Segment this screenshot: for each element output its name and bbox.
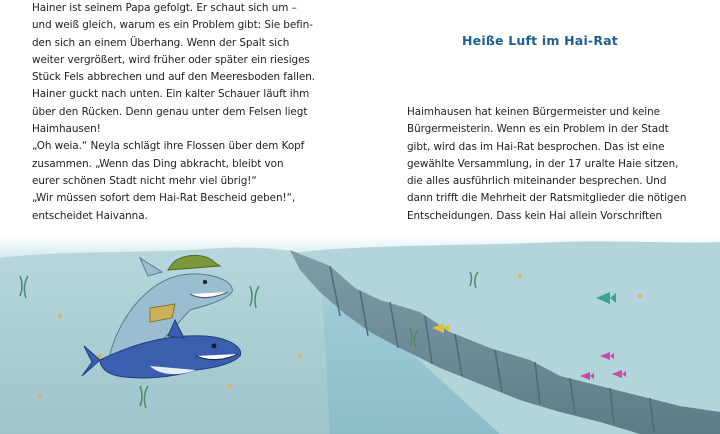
text-line: weiter vergrößert, wird früher oder später ein riesiges <box>32 53 310 66</box>
right-text-column <box>407 104 686 225</box>
text-line: Stück Fels abbrechen und auf den Meeresboden fallen. <box>32 71 316 84</box>
text-line: Haimhausen! <box>32 123 101 136</box>
text-line: gibt, wird das im Hai-Rat besprochen. Das ist eine <box>407 140 665 153</box>
text-line: dann trifft die Mehrheit der Ratsmitglieder die nötigen <box>407 192 687 205</box>
text-line: „Oh weia.“ Neyla schlägt ihre Flossen über dem Kopf <box>32 140 305 153</box>
text-line: die alles ausführlich miteinander besprechen. Und <box>407 175 667 188</box>
text-line: den sich an einem Überhang. Wenn der Spalt sich <box>32 36 290 49</box>
text-line: Haimhausen hat keinen Bürgermeister und keine <box>407 106 661 118</box>
text-line: eurer schönen Stadt nicht mehr viel übrig!“ <box>32 174 257 187</box>
text-line: Hainer ist seinem Papa gefolgt. Er schaut sich um – <box>32 2 297 14</box>
text-line: und weiß gleich, warum es ein Problem gibt: Sie befin- <box>32 19 313 32</box>
text-line: über den Rücken. Denn genau unter dem Felsen liegt <box>32 105 308 118</box>
left-text-column <box>32 0 315 225</box>
section-heading: Heiße Luft im Hai-Rat <box>462 33 618 48</box>
text-line: Entscheidungen. Dass kein Hai allein Vorschriften <box>407 209 663 222</box>
text-line: „Wir müssen sofort dem Hai-Rat Bescheid geben!“, <box>32 192 296 205</box>
text-line: zusammen. „Wenn das Ding abkracht, bleibt von <box>32 157 284 170</box>
underwater-illustration <box>0 236 720 434</box>
text-line: Hainer guckt nach unten. Ein kalter Schauer läuft ihm <box>32 88 310 101</box>
text-line: gewählte Versammlung, in der 17 uralte Haie sitzen, <box>407 157 679 170</box>
text-line: entscheidet Haivanna. <box>32 209 148 222</box>
text-line: Bürgermeisterin. Wenn es ein Problem in der Stadt <box>407 123 669 136</box>
